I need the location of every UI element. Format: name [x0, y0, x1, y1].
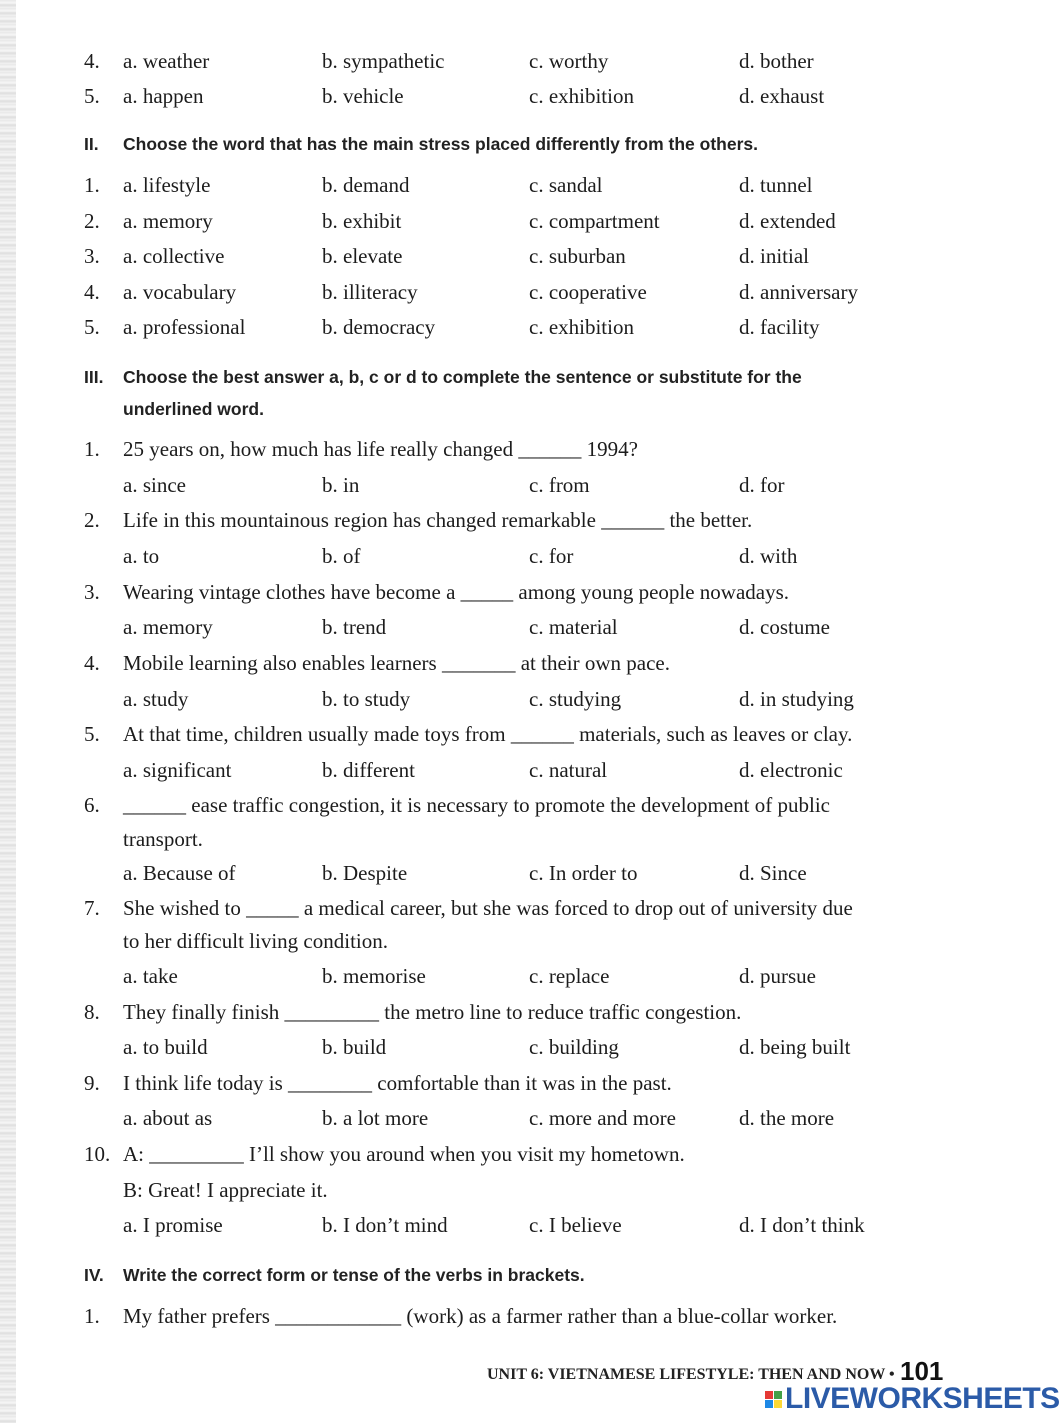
option-d: d. tunnel	[739, 173, 813, 197]
option-a[interactable]: a. to	[123, 544, 160, 568]
question-row	[0, 505, 1000, 535]
question-number: 10.	[84, 1142, 111, 1166]
question-number: 3.	[84, 580, 100, 604]
section-heading-iv	[84, 1259, 954, 1291]
section-heading-iii	[84, 361, 954, 393]
option-b[interactable]: b. of	[322, 544, 361, 568]
question-number: 2.	[84, 209, 100, 233]
option-a: a. happen	[123, 84, 204, 108]
option-b[interactable]: b. Despite	[322, 861, 408, 885]
option-a: a. memory	[123, 209, 213, 233]
option-row	[0, 470, 1000, 500]
option-a: a. lifestyle	[123, 173, 211, 197]
question-text: Mobile learning also enables learners _______ at their own pace.	[123, 651, 670, 675]
section-title-continued: underlined word.	[123, 399, 264, 419]
option-c: c. worthy	[529, 49, 609, 73]
option-d: d. exhaust	[739, 84, 825, 108]
option-row	[0, 858, 1000, 888]
option-b: b. demand	[322, 173, 410, 197]
option-a[interactable]: a. I promise	[123, 1213, 223, 1237]
option-d[interactable]: d. the more	[739, 1106, 835, 1130]
option-d: d. facility	[739, 315, 820, 339]
option-row	[0, 684, 1000, 714]
option-b[interactable]: b. to study	[322, 687, 411, 711]
option-b: b. sympathetic	[322, 49, 445, 73]
option-a: a. vocabulary	[123, 280, 237, 304]
page-number: 101	[900, 1356, 944, 1386]
option-d[interactable]: d. Since	[739, 861, 807, 885]
question-number: 7.	[84, 896, 100, 920]
option-d[interactable]: d. in studying	[739, 687, 854, 711]
option-d[interactable]: d. for	[739, 473, 785, 497]
option-d[interactable]: d. costume	[739, 615, 830, 639]
section-title: Choose the word that has the main stress placed differently from the others.	[123, 134, 758, 154]
option-b[interactable]: b. a lot more	[322, 1106, 429, 1130]
question-text: 25 years on, how much has life really changed ______ 1994?	[123, 437, 638, 461]
question-row	[0, 790, 1000, 820]
section-heading-ii	[84, 128, 954, 160]
option-b: b. vehicle	[322, 84, 404, 108]
option-d: d. initial	[739, 244, 809, 268]
question-text: I think life today is ________ comfortable than it was in the past.	[123, 1071, 672, 1095]
question-text: Life in this mountainous region has changed remarkable ______ the better.	[123, 508, 753, 532]
option-row	[0, 312, 1000, 342]
option-row	[0, 755, 1000, 785]
question-number: 5.	[84, 84, 100, 108]
option-a: a. collective	[123, 244, 225, 268]
question-row	[0, 997, 1000, 1027]
option-c[interactable]: c. material	[529, 615, 618, 639]
option-d[interactable]: d. I don’t think	[739, 1213, 865, 1237]
liveworksheets-logo	[765, 1384, 1060, 1414]
option-b: b. exhibit	[322, 209, 402, 233]
question-number: 6.	[84, 793, 100, 817]
question-text[interactable]: My father prefers ____________ (work) as a farmer rather than a blue-collar worker.	[123, 1304, 838, 1328]
question-number: 4.	[84, 651, 100, 675]
question-number: 4.	[84, 49, 100, 73]
logo-mark-icon	[765, 1391, 782, 1408]
option-row	[0, 81, 1000, 111]
question-number: 4.	[84, 280, 100, 304]
option-d: d. extended	[739, 209, 836, 233]
option-a[interactable]: a. take	[123, 964, 178, 988]
option-c[interactable]: c. I believe	[529, 1213, 622, 1237]
option-b: b. illiteracy	[322, 280, 418, 304]
option-b[interactable]: b. in	[322, 473, 360, 497]
option-row	[0, 541, 1000, 571]
question-number: 1.	[84, 1304, 100, 1328]
option-d[interactable]: d. pursue	[739, 964, 816, 988]
option-a: a. professional	[123, 315, 246, 339]
option-a[interactable]: a. significant	[123, 758, 232, 782]
option-b: b. democracy	[322, 315, 436, 339]
option-c[interactable]: c. studying	[529, 687, 622, 711]
question-number: 1.	[84, 173, 100, 197]
footer-unit-title: UNIT 6: VIETNAMESE LIFESTYLE: THEN AND NOW •	[487, 1366, 895, 1383]
option-row	[0, 206, 1000, 236]
question-text-continued: B: Great! I appreciate it.	[123, 1178, 328, 1202]
logo-text: LIVEWORKSHEETS	[785, 1382, 1060, 1415]
option-c[interactable]: c. replace	[529, 964, 610, 988]
option-d[interactable]: d. electronic	[739, 758, 843, 782]
question-row	[0, 648, 1000, 678]
option-b[interactable]: b. different	[322, 758, 415, 782]
option-a[interactable]: a. to build	[123, 1035, 208, 1059]
option-row	[0, 170, 1000, 200]
option-row	[0, 1103, 1000, 1133]
question-row	[0, 1068, 1000, 1098]
option-c: c. suburban	[529, 244, 626, 268]
option-c: c. exhibition	[529, 315, 634, 339]
option-row	[0, 1032, 1000, 1062]
question-number: 8.	[84, 1000, 100, 1024]
option-row	[0, 961, 1000, 991]
option-b[interactable]: b. I don’t mind	[322, 1213, 448, 1237]
question-text-continued: to her difficult living condition.	[123, 929, 388, 953]
option-a[interactable]: a. Because of	[123, 861, 236, 885]
option-c: c. sandal	[529, 173, 603, 197]
section-number: III.	[84, 367, 104, 387]
section-title: Write the correct form or tense of the verbs in brackets.	[123, 1265, 585, 1285]
question-row	[0, 893, 1000, 923]
option-c[interactable]: c. building	[529, 1035, 619, 1059]
question-row	[0, 1301, 1000, 1331]
option-c[interactable]: c. for	[529, 544, 574, 568]
section-title: Choose the best answer a, b, c or d to complete the sentence or substitute for the	[123, 367, 802, 387]
option-row	[0, 277, 1000, 307]
question-text: A: _________ I’ll show you around when you visit my hometown.	[123, 1142, 685, 1166]
question-text: ______ ease traffic congestion, it is necessary to promote the development of public	[123, 793, 830, 817]
option-a[interactable]: a. about as	[123, 1106, 213, 1130]
question-text: They finally finish _________ the metro line to reduce traffic congestion.	[123, 1000, 742, 1024]
question-row	[0, 719, 1000, 749]
question-number: 3.	[84, 244, 100, 268]
option-b[interactable]: b. memorise	[322, 964, 426, 988]
question-number: 5.	[84, 315, 100, 339]
option-a: a. weather	[123, 49, 210, 73]
option-c[interactable]: c. In order to	[529, 861, 638, 885]
option-a[interactable]: a. since	[123, 473, 186, 497]
option-d: d. bother	[739, 49, 814, 73]
option-c[interactable]: c. more and more	[529, 1106, 676, 1130]
section-number: II.	[84, 134, 99, 154]
option-c[interactable]: c. natural	[529, 758, 608, 782]
question-number: 5.	[84, 722, 100, 746]
question-number: 1.	[84, 437, 100, 461]
question-text-continued: transport.	[123, 827, 203, 851]
question-text: Wearing vintage clothes have become a _____ among young people nowadays.	[123, 580, 790, 604]
option-c[interactable]: c. from	[529, 473, 590, 497]
option-row	[0, 46, 1000, 76]
option-b[interactable]: b. trend	[322, 615, 387, 639]
option-c: c. cooperative	[529, 280, 647, 304]
option-row	[0, 1210, 1000, 1240]
question-row	[0, 1139, 1000, 1169]
question-row	[0, 434, 1000, 464]
question-text: She wished to _____ a medical career, but she was forced to drop out of university due	[123, 896, 853, 920]
section-number: IV.	[84, 1265, 104, 1285]
option-b[interactable]: b. build	[322, 1035, 387, 1059]
option-row	[0, 612, 1000, 642]
option-d[interactable]: d. being built	[739, 1035, 851, 1059]
option-d: d. anniversary	[739, 280, 858, 304]
option-c: c. exhibition	[529, 84, 634, 108]
question-text: At that time, children usually made toys from ______ materials, such as leaves or clay.	[123, 722, 853, 746]
option-b: b. elevate	[322, 244, 403, 268]
option-c: c. compartment	[529, 209, 660, 233]
question-number: 2.	[84, 508, 100, 532]
option-a[interactable]: a. study	[123, 687, 189, 711]
option-row	[0, 241, 1000, 271]
option-a[interactable]: a. memory	[123, 615, 213, 639]
question-number: 9.	[84, 1071, 100, 1095]
question-row	[0, 577, 1000, 607]
option-d[interactable]: d. with	[739, 544, 798, 568]
